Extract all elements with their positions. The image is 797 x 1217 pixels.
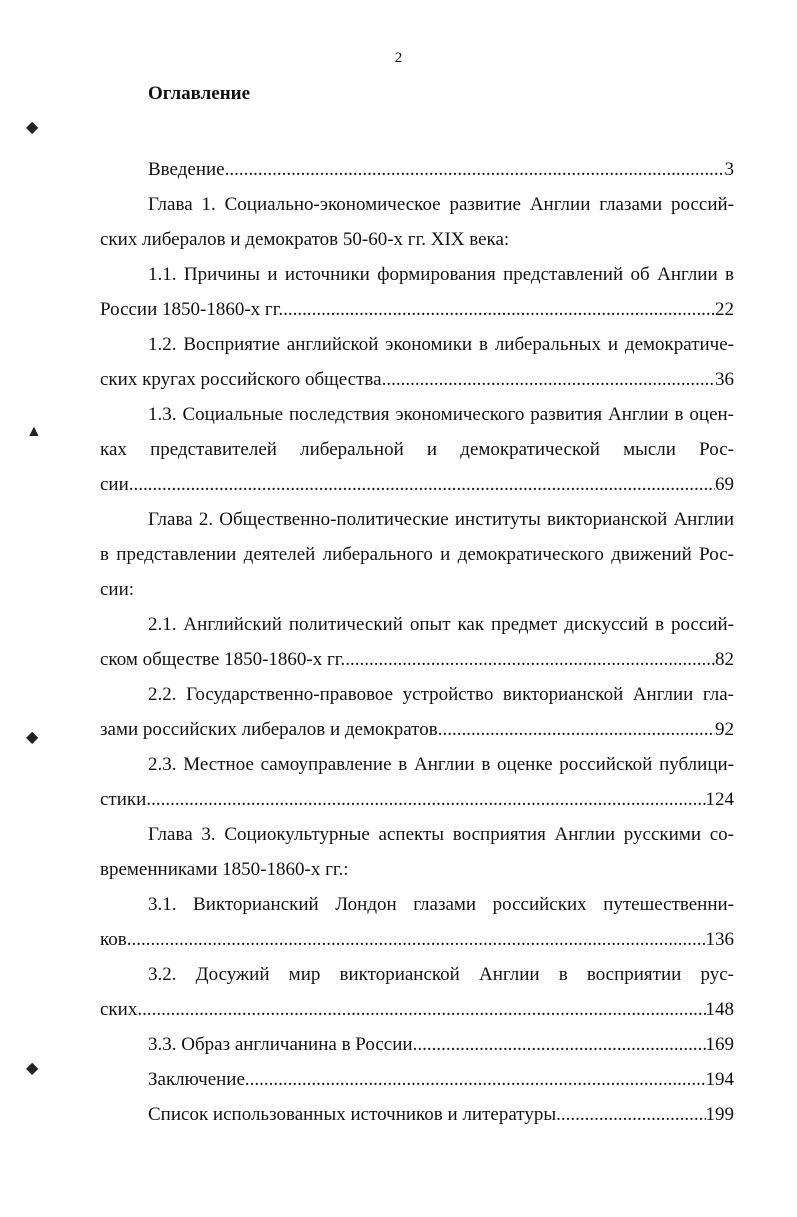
toc-line: временниками 1850-1860-х гг.:: [100, 859, 349, 880]
toc-entry-text: зами российских либералов и демократов: [100, 719, 438, 740]
toc-dot-leader: [386, 362, 715, 397]
page-number: 2: [394, 50, 403, 66]
toc-entry-text: России 1850-1860-х гг.: [100, 299, 284, 320]
toc-leader-line: [100, 782, 734, 817]
toc-entry: [100, 957, 734, 1027]
toc-page-number: 194: [705, 1069, 734, 1090]
toc-leader-line: [100, 292, 734, 327]
toc-line: 2.1. Английский политический опыт как предмет дискуссий в россий-: [148, 614, 734, 635]
toc-dot-leader: [245, 1062, 706, 1097]
toc-dot-leader: [127, 922, 706, 957]
toc-dot-leader: [345, 642, 715, 677]
toc-entry: [100, 887, 734, 957]
table-of-contents: [100, 152, 734, 1132]
margin-mark-icon: ◆: [26, 119, 39, 136]
toc-entry: [100, 607, 734, 677]
toc-line: в представлении деятелей либерального и демократического движений Рос-: [100, 544, 734, 565]
toc-leader-line: [100, 1097, 734, 1132]
toc-page-number: 199: [705, 1104, 734, 1125]
toc-dot-leader: [413, 1027, 706, 1062]
toc-page-number: 92: [715, 719, 734, 740]
toc-line: ках представителей либеральной и демократической мысли Рос-: [100, 439, 734, 460]
toc-entry: [100, 397, 734, 502]
toc-entry-text: ков: [100, 929, 127, 950]
toc-leader-line: [100, 152, 734, 187]
toc-line: ских либералов и демократов 50-60-х гг. XIX века:: [100, 229, 510, 250]
toc-entry: [100, 1062, 734, 1097]
toc-entry: [100, 502, 734, 607]
toc-entry-text: стики: [100, 789, 147, 810]
toc-entry: [100, 817, 734, 887]
toc-entry-text: 3.3. Образ англичанина в России: [148, 1034, 413, 1055]
toc-page-number: 124: [705, 789, 734, 810]
toc-page-number: 169: [705, 1034, 734, 1055]
toc-line: 1.2. Восприятие английской экономики в либеральных и демократиче-: [148, 334, 734, 355]
toc-line: 1.3. Социальные последствия экономического развития Англии в оцен-: [148, 404, 734, 425]
toc-line: Глава 3. Социокультурные аспекты восприятия Англии русскими со-: [148, 824, 734, 845]
toc-leader-line: [100, 467, 734, 502]
toc-entry-text: сии: [100, 474, 129, 495]
toc-leader-line: [100, 1062, 734, 1097]
toc-entry-text: ских кругах российского общества.: [100, 369, 387, 390]
margin-mark-icon: ◆: [26, 1060, 39, 1077]
toc-leader-line: [100, 362, 734, 397]
toc-leader-line: [100, 642, 734, 677]
toc-page-number: 36: [715, 369, 734, 390]
toc-entry: [100, 152, 734, 187]
toc-entry: [100, 1027, 734, 1062]
toc-dot-leader: [137, 992, 705, 1027]
toc-entry-text: Введение: [148, 159, 225, 180]
toc-entry: [100, 327, 734, 397]
margin-mark-icon: ▲: [26, 423, 42, 440]
toc-entry-text: ском обществе 1850-1860-х гг.: [100, 649, 346, 670]
toc-line: 3.1. Викторианский Лондон глазами российских путешественни-: [148, 894, 734, 915]
toc-line: 3.2. Досужий мир викторианской Англии в восприятии рус-: [148, 964, 734, 985]
toc-leader-line: [100, 992, 734, 1027]
toc-leader-line: [100, 1027, 734, 1062]
toc-dot-leader: [129, 467, 715, 502]
toc-page-number: 3: [724, 159, 734, 180]
toc-page-number: 82: [715, 649, 734, 670]
toc-entry-text: ских: [100, 999, 138, 1020]
toc-entry: [100, 257, 734, 327]
toc-page-number: 148: [705, 999, 734, 1020]
toc-line: сии:: [100, 579, 135, 600]
toc-leader-line: [100, 712, 734, 747]
toc-dot-leader: [283, 292, 715, 327]
toc-entry: [100, 1097, 734, 1132]
toc-entry: [100, 677, 734, 747]
toc-line: 2.3. Местное самоуправление в Англии в оценке российской публици-: [148, 754, 734, 775]
toc-line: Глава 2. Общественно-политические институты викторианской Англии: [148, 509, 734, 530]
toc-line: 1.1. Причины и источники формирования представлений об Англии в: [148, 264, 734, 285]
toc-page-number: 136: [705, 929, 734, 950]
page-title: Оглавление: [148, 83, 251, 104]
toc-dot-leader: [438, 712, 715, 747]
toc-dot-leader: [146, 782, 705, 817]
toc-entry-text: Список использованных источников и литературы: [148, 1104, 557, 1125]
toc-line: Глава 1. Социально-экономическое развитие Англии глазами россий-: [148, 194, 734, 215]
toc-leader-line: [100, 922, 734, 957]
toc-dot-leader: [225, 152, 725, 187]
toc-entry: [100, 747, 734, 817]
toc-page-number: 69: [715, 474, 734, 495]
toc-entry-text: Заключение: [148, 1069, 245, 1090]
toc-entry: [100, 187, 734, 257]
toc-line: 2.2. Государственно-правовое устройство викторианской Англии гла-: [148, 684, 734, 705]
margin-mark-icon: ◆: [26, 729, 39, 746]
toc-dot-leader: [556, 1097, 705, 1132]
toc-page-number: 22: [715, 299, 734, 320]
